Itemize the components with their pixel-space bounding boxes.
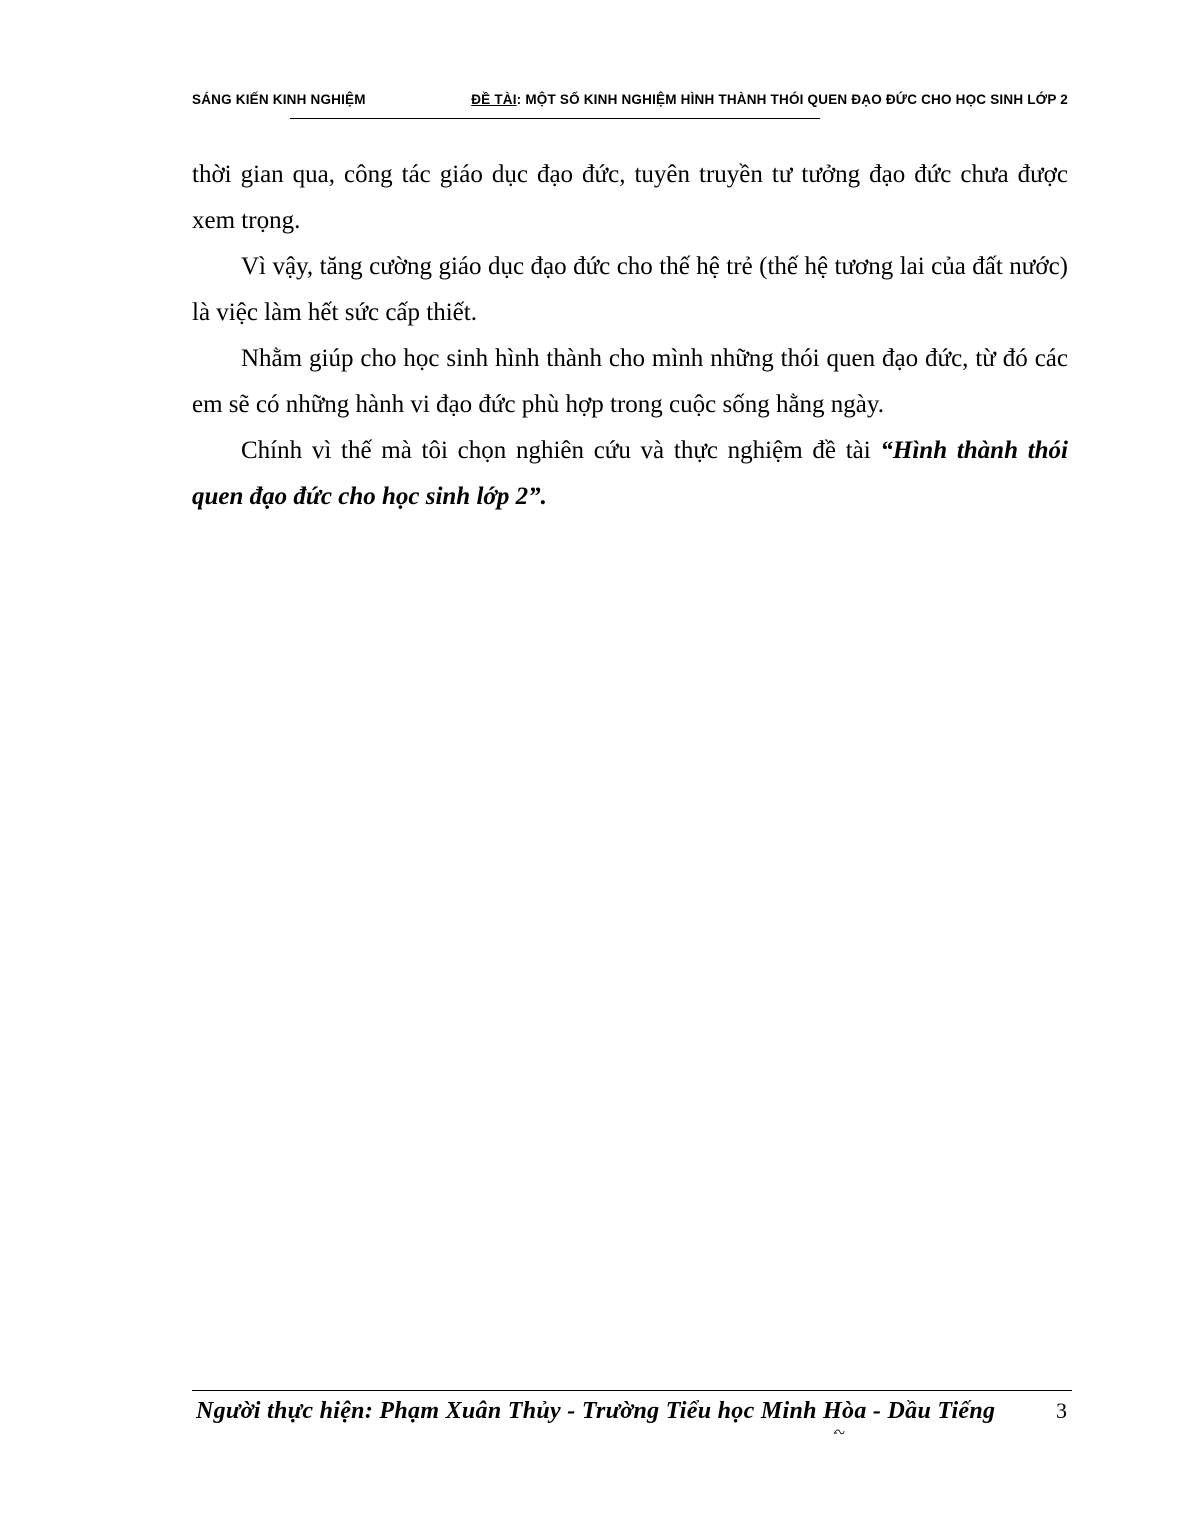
paragraph-1: thời gian qua, công tác giáo dục đạo đức, tuyên truyền tư tưởng đạo đức chưa được xem trọng.: [192, 161, 1068, 234]
paragraph-4-topic-title: “Hình thành thói quen đạo đức cho học sinh lớp 2”.: [192, 437, 1068, 510]
footer-flourish-icon: [832, 1427, 846, 1437]
header-topic: [471, 92, 1068, 107]
header-left-title: SÁNG KIẾN KINH NGHIỆM: [192, 92, 366, 107]
body-text: [192, 152, 1068, 520]
paragraph-2: Vì vậy, tăng cường giáo dục đạo đức cho thế hệ trẻ (thế hệ tương lai của đất nước) là việc làm hết sức cấp thiết.: [192, 253, 1068, 326]
header-topic-prefix: ĐỀ TÀI: [471, 92, 517, 107]
footer-divider: [192, 1390, 1072, 1391]
header-topic-text: : MỘT SỐ KINH NGHIỆM HÌNH THÀNH THÓI QUEN ĐẠO ĐỨC CHO HỌC SINH LỚP 2: [516, 92, 1068, 107]
paragraph-4: [192, 428, 1068, 520]
paragraph-3: Nhằm giúp cho học sinh hình thành cho mình những thói quen đạo đức, từ đó các em sẽ có những hành vi đạo đức phù hợp trong cuộc sống hằng ngày.: [192, 345, 1068, 418]
page-header: [192, 90, 1068, 114]
page-number: 3: [1056, 1398, 1067, 1423]
page-footer: [196, 1398, 1076, 1438]
paragraph-4-lead: Chính vì thế mà tôi chọn nghiên cứu và thực nghiệm đề tài: [241, 437, 881, 464]
header-divider: [290, 118, 820, 119]
footer-author-line: Người thực hiện: Phạm Xuân Thủy - Trường Tiểu học Minh Hòa - Dầu Tiếng: [196, 1398, 996, 1424]
